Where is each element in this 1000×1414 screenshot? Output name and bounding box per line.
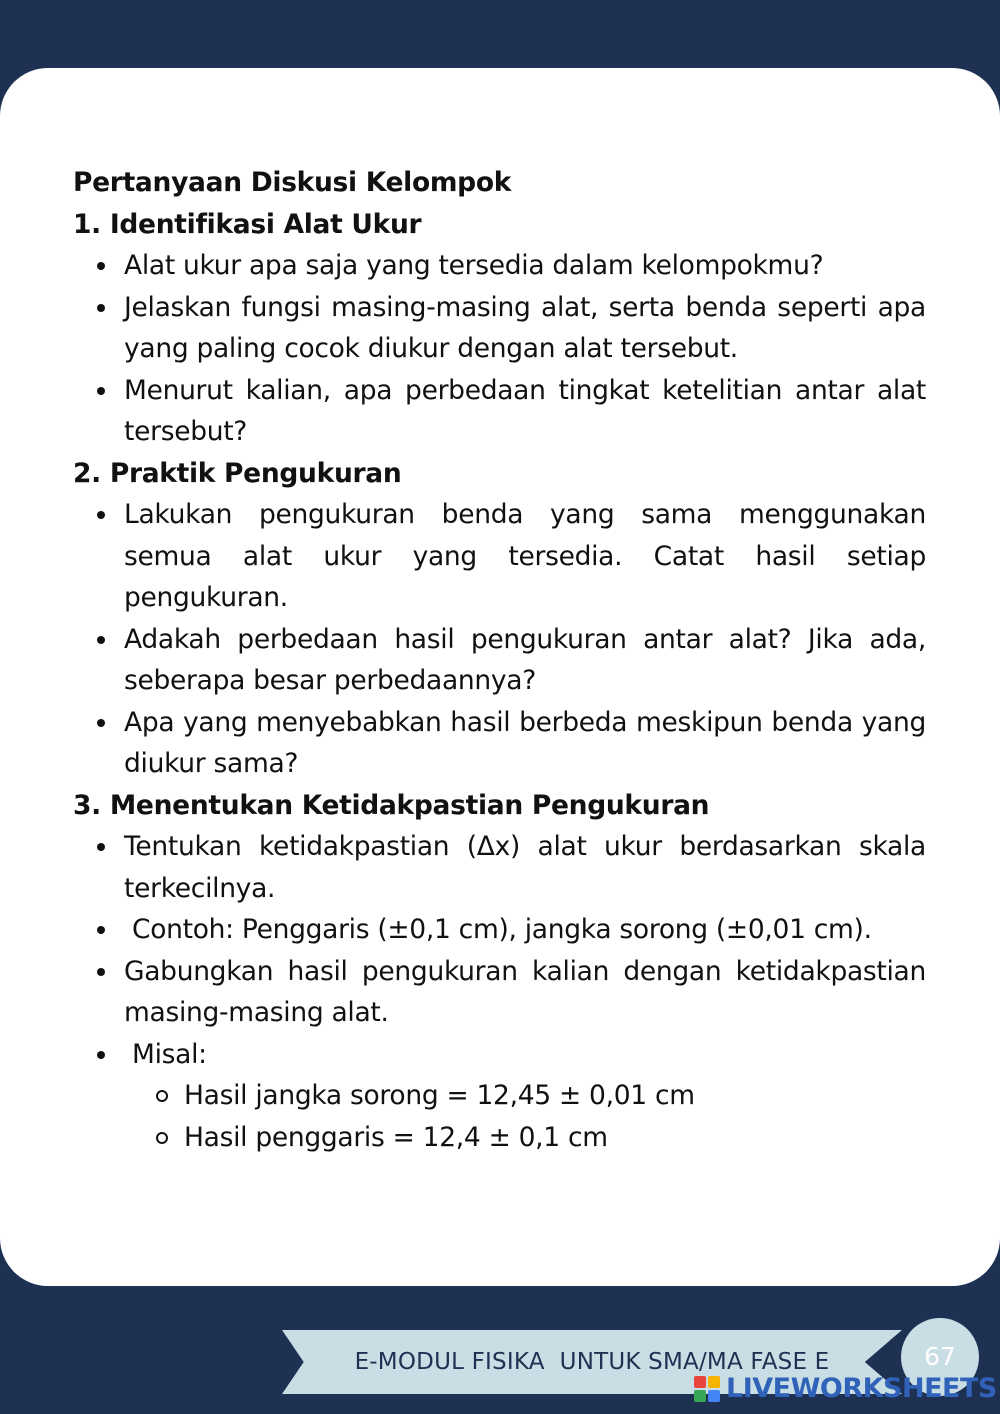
list-item: Apa yang menyebabkan hasil berbeda meskipun benda yang diukur sama? — [124, 702, 926, 785]
list-item: Adakah perbedaan hasil pengukuran antar alat? Jika ada, seberapa besar perbedaannya? — [124, 619, 926, 702]
page-title: Pertanyaan Diskusi Kelompok — [73, 167, 512, 198]
footer-banner-text: E-MODUL FISIKA UNTUK SMA/MA FASE E — [354, 1349, 830, 1375]
list-item: Alat ukur apa saja yang tersedia dalam kelompokmu? — [124, 245, 926, 287]
section-heading: 2. Praktik Pengukuran — [73, 457, 402, 489]
sub-bullet-list — [132, 1075, 926, 1158]
section-heading: 3. Menentukan Ketidakpastian Pengukuran — [73, 789, 710, 821]
list-item-label: Misal: — [132, 1038, 207, 1070]
liveworksheets-logo-icon — [694, 1376, 720, 1402]
page-number: 67 — [901, 1318, 979, 1396]
list-item: Gabungkan hasil pengukuran kalian dengan ketidakpastian masing-masing alat. — [124, 951, 926, 1034]
list-item: Menurut kalian, apa perbedaan tingkat ketelitian antar alat tersebut? — [124, 370, 926, 453]
sub-list-item: Hasil jangka sorong = 12,45 ± 0,01 cm — [184, 1075, 926, 1117]
liveworksheets-logo — [694, 1374, 997, 1404]
sub-list-item: Hasil penggaris = 12,4 ± 0,1 cm — [184, 1117, 926, 1159]
watermark-text: LIVEWORKSHEETS — [726, 1373, 997, 1404]
list-item: Contoh: Penggaris (±0,1 cm), jangka sorong (±0,01 cm). — [124, 909, 926, 951]
list-item: Jelaskan fungsi masing-masing alat, serta benda seperti apa yang paling cocok diukur dengan alat tersebut. — [124, 287, 926, 370]
bullet-list — [73, 494, 926, 785]
bullet-list — [73, 826, 926, 1158]
list-item: Lakukan pengukuran benda yang sama menggunakan semua alat ukur yang tersedia. Catat hasil setiap pengukuran. — [124, 494, 926, 619]
discussion-questions — [73, 162, 926, 1158]
list-item — [124, 1034, 926, 1159]
bullet-list — [73, 245, 926, 453]
list-item: Tentukan ketidakpastian (Δx) alat ukur berdasarkan skala terkecilnya. — [124, 826, 926, 909]
section-heading: 1. Identifikasi Alat Ukur — [73, 208, 422, 240]
